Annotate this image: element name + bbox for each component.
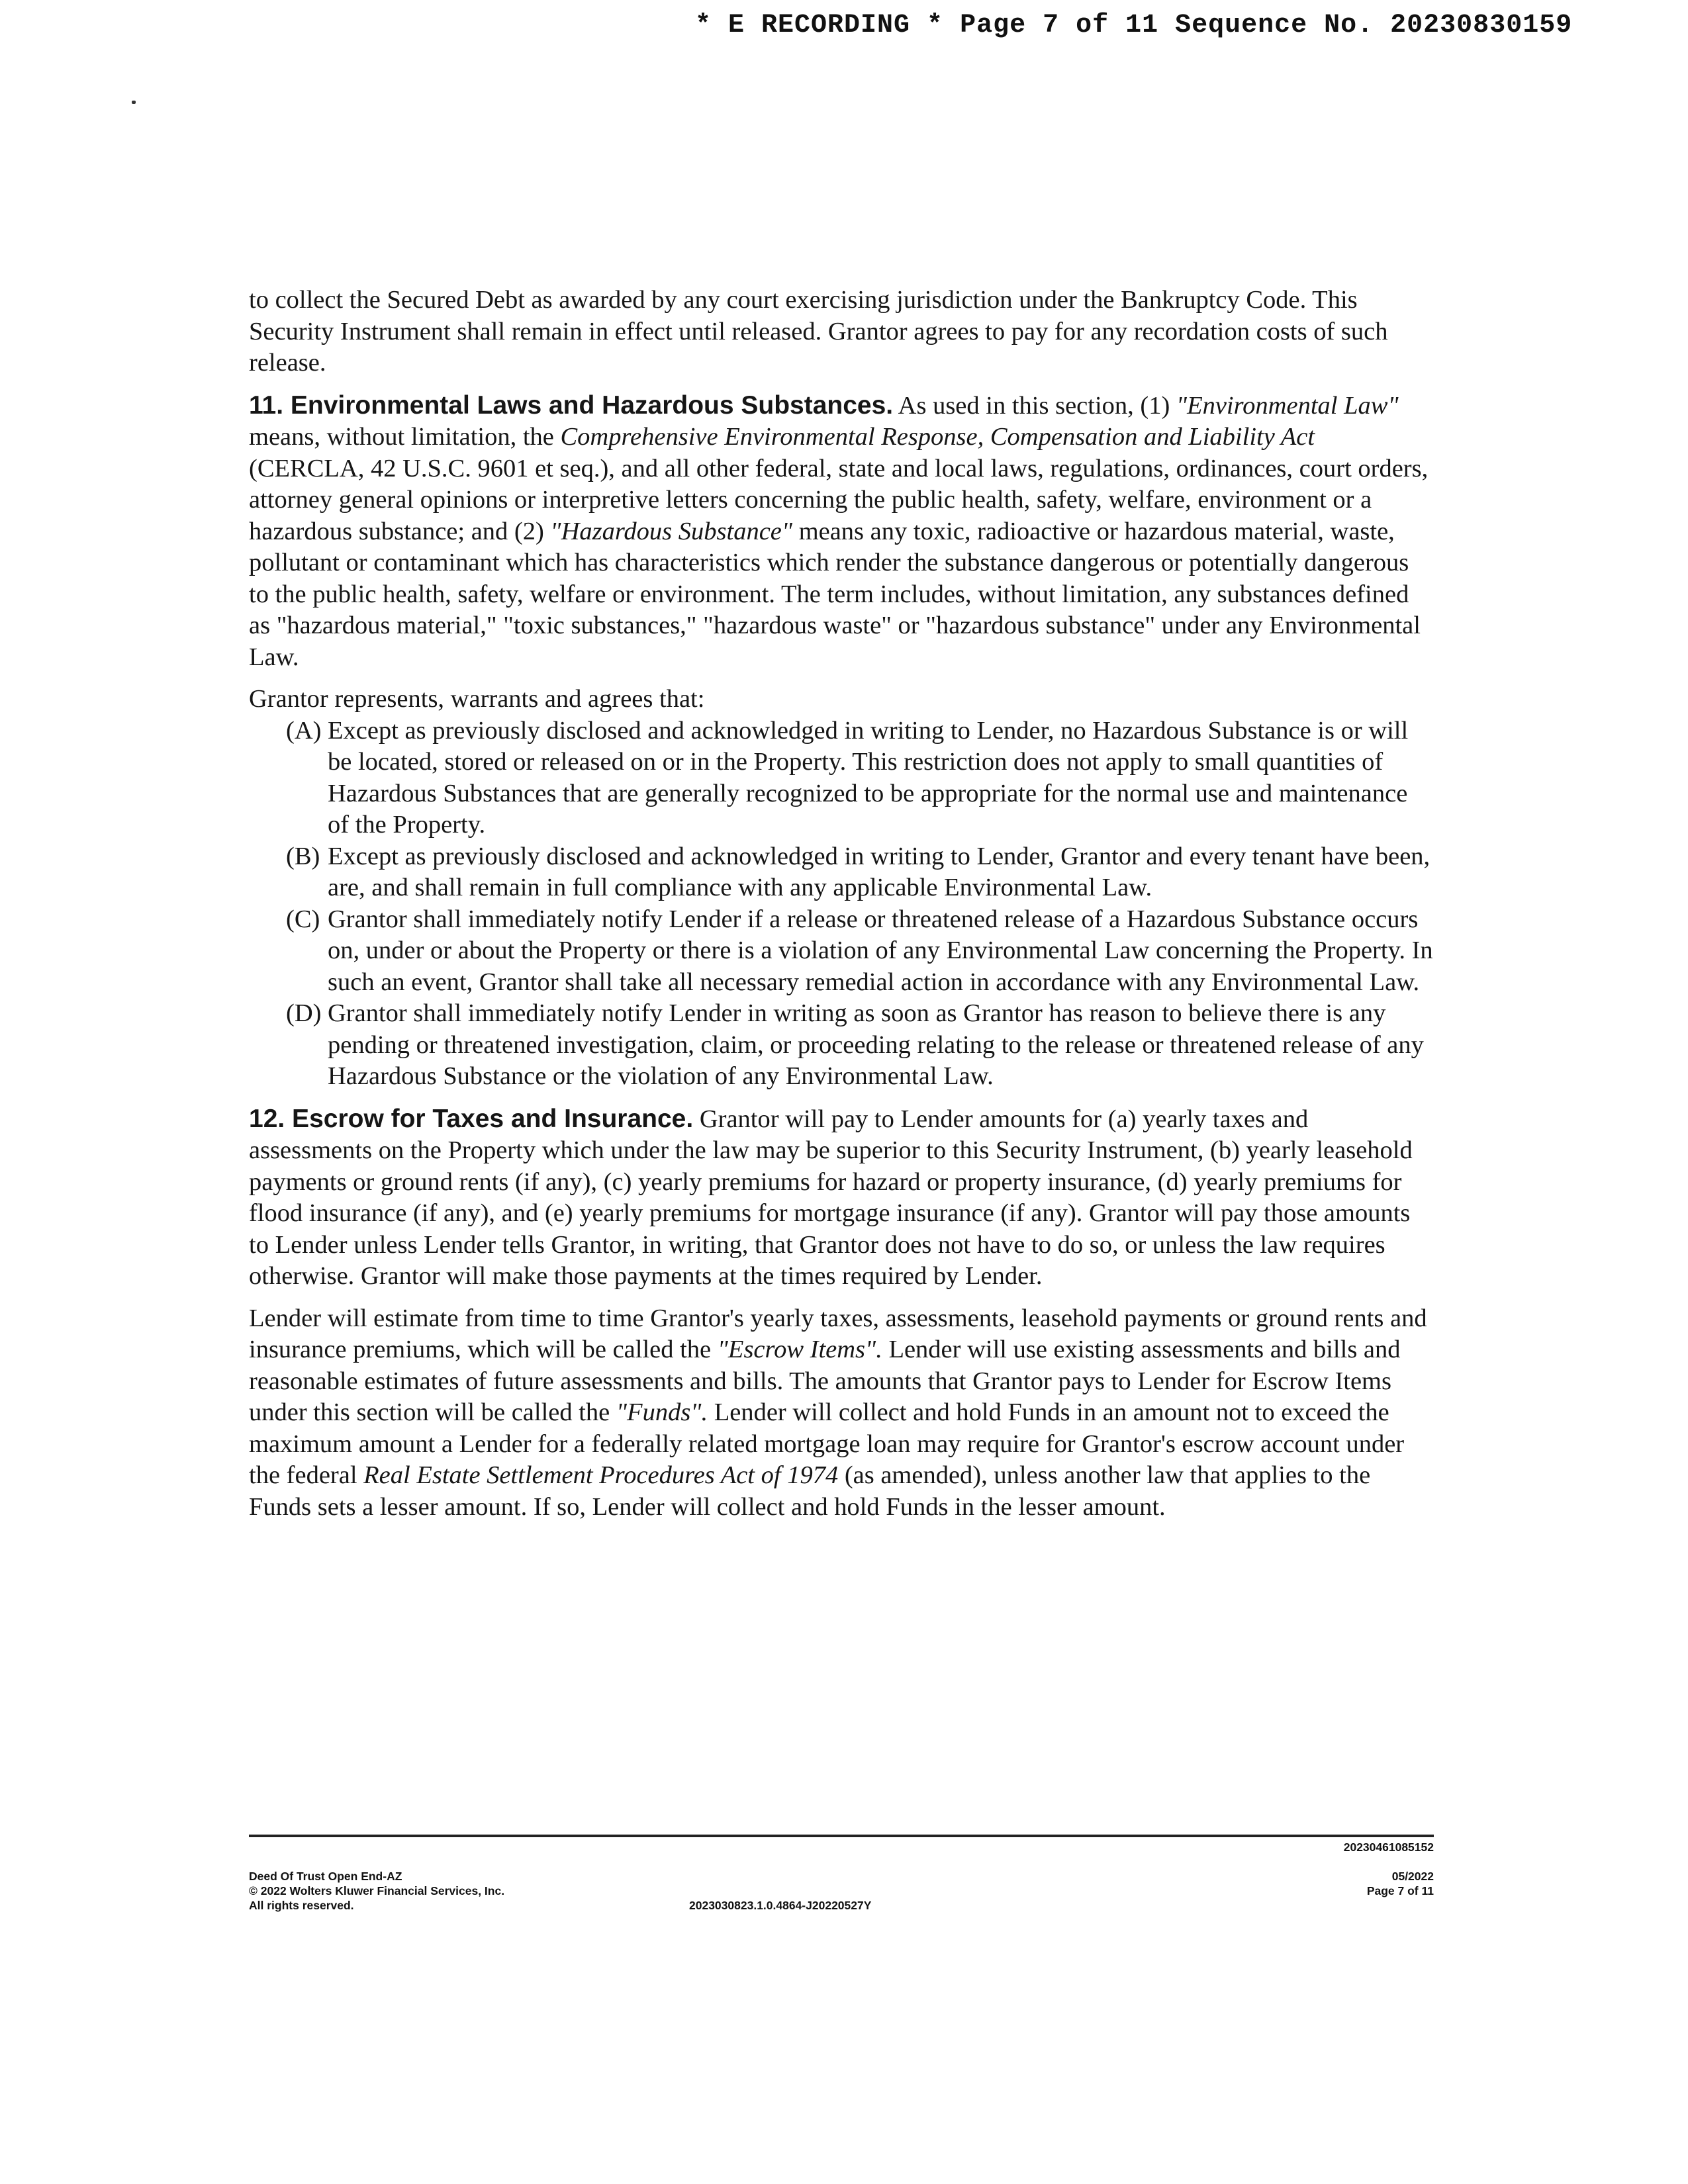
page-footer: [249, 1840, 1434, 1939]
escrow-text: Lender will collect and hold Funds in an amount not to exceed the maximum amount a Lender for a federally related mortgage loan may require for Grantor's escrow account under the federal: [249, 1398, 1405, 1489]
section-11-heading: 11. Environmental Laws and Hazardous Substances.: [249, 390, 894, 420]
cercla-act-name: Comprehensive Environmental Response, Compensation and Liability Act: [560, 423, 1315, 451]
list-item-letter: (A): [286, 716, 322, 745]
escrow-text: Lender will estimate from time to time Grantor's yearly taxes, assessments, leasehold payments or ground rents and insurance premiums, which will be called the: [249, 1304, 1427, 1363]
section-11-text: means any toxic, radioactive or hazardous material, waste, pollutant or contaminant which has characteristics which render the substance dangerous or potentially dangerous to the public health, safety, welfare or environment. The term includes, without limitation, any substances defined as "hazardous material," "toxic substances," "hazardous waste" or "hazardous substance" under any Environmental Law.: [249, 517, 1421, 671]
document-body: [249, 285, 1434, 1533]
section-12-paragraph: [249, 1103, 1434, 1293]
footer-right: [1344, 1840, 1434, 1898]
section-12-text: Grantor will pay to Lender amounts for (a) yearly taxes and assessments on the Property which under the law may be superior to this Security Instrument, (b) yearly leasehold payments or ground rents (if any), (c) yearly premiums for hazard or property insurance, (d) yearly premiums for flood insurance (if any), and (e) yearly premiums for mortgage insurance (if any). Grantor will pay those amounts to Lender unless Lender tells Grantor, in writing, that Grantor does not have to do so, or unless the law requires otherwise. Grantor will make those payments at the times required by Lender.: [249, 1105, 1413, 1290]
copyright-notice: © 2022 Wolters Kluwer Financial Services, Inc.: [249, 1884, 505, 1897]
form-name: Deed Of Trust Open End-AZ: [249, 1870, 402, 1883]
list-item: [286, 904, 1434, 999]
term-funds: "Funds".: [616, 1398, 708, 1426]
footer-divider: [249, 1835, 1434, 1837]
loan-number: 20230461085152: [1343, 1841, 1434, 1854]
escrow-text: Lender will use existing assessments and bills and reasonable estimates of future assessments and bills. The amounts that Grantor pays to Lender for Escrow Items under this section will be called the: [249, 1336, 1401, 1426]
recording-stamp: * E RECORDING * Page 7 of 11 Sequence No. 20230830159: [695, 11, 1573, 40]
list-item-text: Grantor shall immediately notify Lender in writing as soon as Grantor has reason to believe there is any pending or threatened investigation, claim, or proceeding relating to the release or threatened release of any Hazardous Substance or the violation of any Environmental Law.: [328, 999, 1424, 1090]
list-item: [286, 841, 1434, 904]
document-code: 2023030823.1.0.4864-J20220527Y: [689, 1899, 872, 1912]
list-item-text: Except as previously disclosed and acknowledged in writing to Lender, Grantor and every tenant have been, are, and shall remain in full compliance with any applicable Environmental Law.: [328, 842, 1430, 901]
representations-list: [286, 715, 1434, 1093]
term-escrow-items: "Escrow Items".: [717, 1336, 882, 1363]
escrow-paragraph: [249, 1303, 1434, 1524]
list-item-text: Grantor shall immediately notify Lender if a release or threatened release of a Hazardous Substance occurs on, under or about the Property or there is a violation of any Environmental Law concerning the Property. In such an event, Grantor shall take all necessary remedial action in accordance with any Environmental Law.: [328, 905, 1433, 996]
section-11-text: means, without limitation, the: [249, 423, 554, 451]
list-item: [286, 715, 1434, 841]
section-11-text: As used in this section, (1): [898, 391, 1170, 420]
list-item-letter: (C): [286, 905, 320, 933]
footer-left: [249, 1869, 504, 1913]
section-11-text: (CERCLA, 42 U.S.C. 9601 et seq.), and all other federal, state and local laws, regulations, ordinances, court orders, attorney general opinions or interpretive letters concerning the public health, safety, welfare, environment or a hazardous substance; and (2): [249, 454, 1429, 545]
respa-act-name: Real Estate Settlement Procedures Act of 1974: [363, 1461, 839, 1489]
list-item-letter: (B): [286, 842, 320, 870]
term-environmental-law: "Environmental Law": [1176, 391, 1399, 420]
representations-intro: Grantor represents, warrants and agrees that:: [249, 685, 705, 713]
list-item-letter: (D): [286, 999, 322, 1027]
page-number: Page 7 of 11: [1366, 1884, 1434, 1897]
section-12-heading: 12. Escrow for Taxes and Insurance.: [249, 1104, 694, 1133]
rights-notice: All rights reserved.: [249, 1899, 354, 1912]
list-item-text: Except as previously disclosed and acknowledged in writing to Lender, no Hazardous Substance is or will be located, stored or released on or in the Property. This restriction does not apply to small quantities of Hazardous Substances that are generally recognized to be appropriate for the normal use and maintenance of the Property.: [328, 716, 1409, 839]
continuation-paragraph: to collect the Secured Debt as awarded by any court exercising jurisdiction under the Bankruptcy Code. This Security Instrument shall remain in effect until released. Grantor agrees to pay for any recordation costs of such release.: [249, 286, 1388, 377]
escrow-text: (as amended), unless another law that applies to the Funds sets a lesser amount. If so, Lender will collect and hold Funds in the lesser amount.: [249, 1461, 1371, 1521]
form-date: 05/2022: [1391, 1870, 1434, 1883]
scan-speck: [132, 101, 136, 104]
list-item: [286, 998, 1434, 1093]
term-hazardous-substance: "Hazardous Substance": [550, 517, 793, 545]
section-11-paragraph: [249, 390, 1434, 674]
